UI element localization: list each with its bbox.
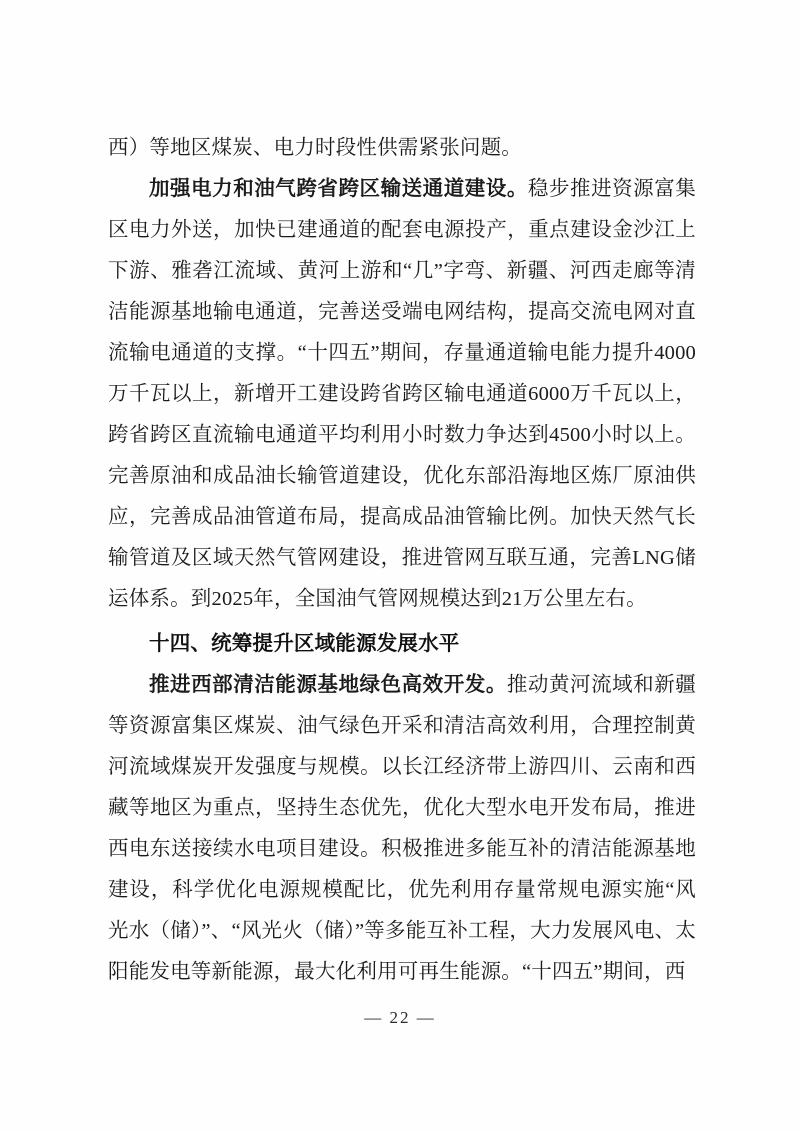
- page-number: — 22 —: [364, 1008, 436, 1027]
- paragraph-lead-in: 推进西部清洁能源基地绿色高效开发。: [149, 674, 507, 696]
- paragraph-lead-in: 加强电力和油气跨省跨区输送通道建设。: [149, 178, 528, 200]
- section-heading-fourteen: 十四、统筹提升区域能源发展水平: [149, 633, 460, 655]
- paragraph-continuation: [108, 128, 696, 169]
- paragraph-transmission-channels: [108, 169, 696, 620]
- paragraph-text: 稳步推进资源富集区电力外送，加快已建通道的配套电源投产，重点建设金沙江上下游、雅砻江流域、黄河上游和“几”字弯、新疆、河西走廊等清洁能源基地输电通道，完善送受端电网结构，提高交流电网对直流输电通道的支撑。“十四五”期间，存量通道输电能力提升4000万千瓦以上，新增开工建设跨省跨区输电通道6000万千瓦以上，跨省跨区直流输电通道平均利用小时数力争达到4500小时以上。完善原油和成品油长输管道建设，优化东部沿海地区炼厂原油供应，完善成品油管道布局，提高成品油管输比例。加快天然气长输管道及区域天然气管网建设，推进管网互联互通，完善LNG储运体系。到2025年，全国油气管网规模达到21万公里左右。: [108, 178, 696, 610]
- page-content: [108, 128, 696, 993]
- paragraph-western-clean-energy: [108, 665, 696, 993]
- paragraph-text: 推动黄河流域和新疆等资源富集区煤炭、油气绿色开采和清洁高效利用，合理控制黄河流域煤炭开发强度与规模。以长江经济带上游四川、云南和西藏等地区为重点，坚持生态优先，优化大型水电开发布局，推进西电东送接续水电项目建设。积极推进多能互补的清洁能源基地建设，科学优化电源规模配比，优先利用存量常规电源实施“风光水（储）”、“风光火（储）”等多能互补工程，大力发展风电、太阳能发电等新能源，最大化利用可再生能源。“十四五”期间，西: [108, 674, 696, 983]
- paragraph-text: 西）等地区煤炭、电力时段性供需紧张问题。: [108, 137, 522, 159]
